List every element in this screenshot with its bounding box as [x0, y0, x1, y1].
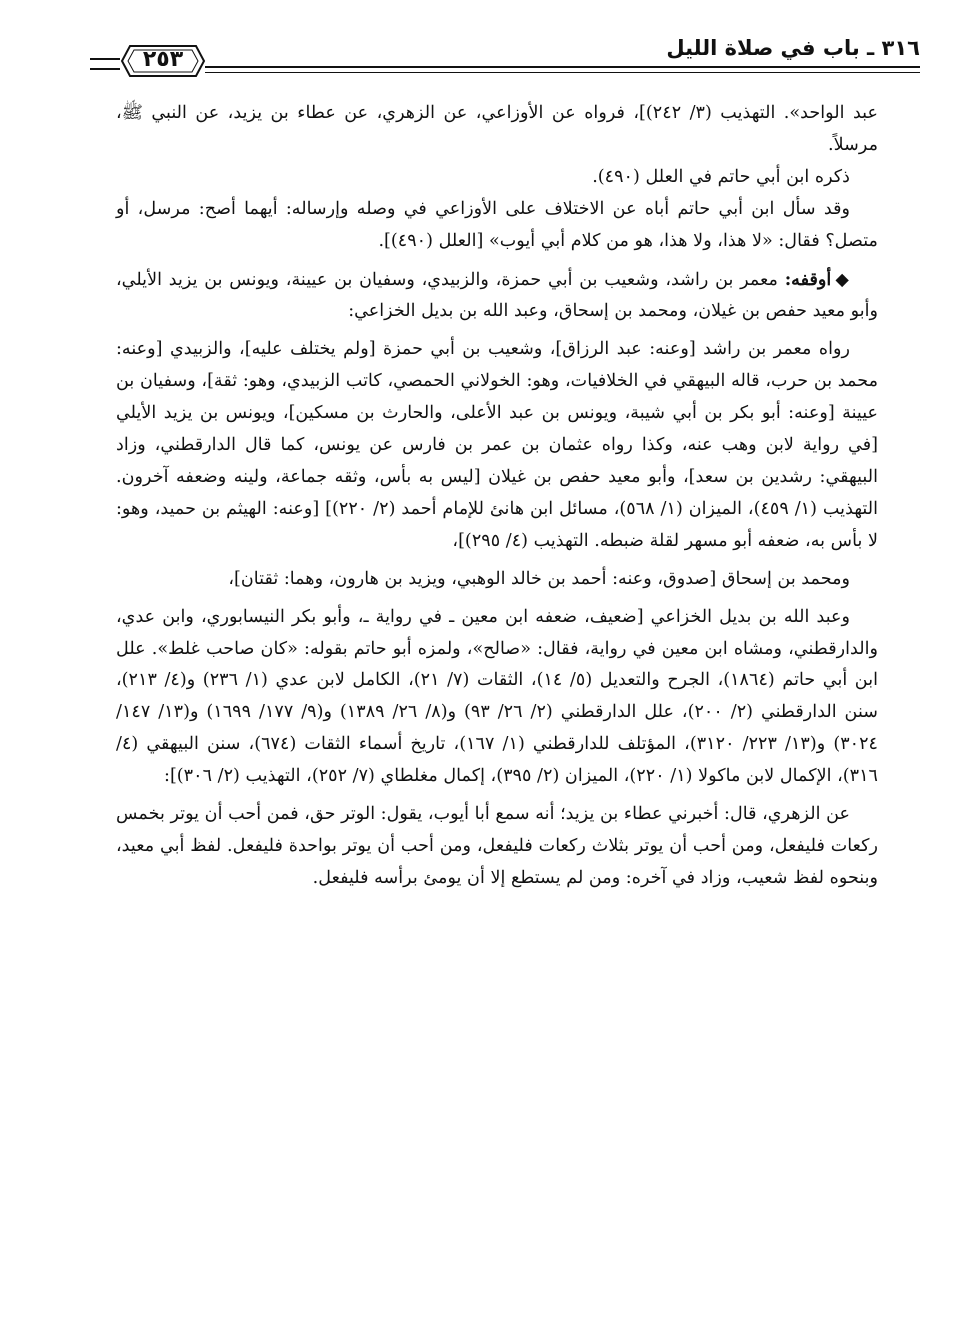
paragraph-3: وقد سأل ابن أبي حاتم أباه عن الاختلاف على الأوزاعي في وصله وإرساله: أيهما أصح: مرسل، أو متصل؟ فقال: «لا هذا، ولا هذا، هو من كلام أبي أيوب» [العلل (٤٩٠)]. — [116, 198, 878, 251]
page-number-frame — [120, 44, 206, 78]
paragraph-6: ومحمد بن إسحاق [صدوق، وعنه: أحمد بن خالد الوهبي، ويزيد بن هارون، وهما: ثقتان]، — [228, 568, 850, 589]
paragraph-2: ذكره ابن أبي حاتم في العلل (٤٩٠). — [592, 166, 850, 187]
page-header — [90, 30, 920, 90]
header-rule-thin — [205, 72, 920, 73]
paragraph-8: عن الزهري، قال: أخبرني عطاء بن يزيد؛ أنه سمع أبا أيوب، يقول: الوتر حق، فمن أحب أن يوتر بخمس ركعات فليفعل، ومن أحب أن يوتر بثلاث ركعات فليفعل، ومن أحب أن يوتر بواحدة فليفعل. لفظ أبي معيد، وبنحوه لفظ شعيب، وزاد في آخره: ومن لم يستطع إلا أن يومئ برأسه فليفعل. — [116, 804, 878, 888]
paragraph-4-text: معمر بن راشد، وشعيب بن أبي حمزة، والزبيدي، وسفيان بن عيينة، ويونس بن يزيد الأيلي، وأبو معيد حفص بن غيلان، ومحمد بن إسحاق، وعبد الله بن بديل الخزاعي: — [116, 269, 878, 322]
diamond-bullet-icon: ◆ — [835, 268, 850, 290]
paragraph-7: وعبد الله بن بديل الخزاعي [ضعيف، ضعفه ابن معين ـ في رواية ـ، وأبو بكر النيسابوري، وابن عدي، والدارقطني، ومشاه ابن معين في رواية، فقال: «صالح»، ولمزه أبو حاتم بقوله: «كان صاحب غلط». علل ابن أبي حاتم (١٨٦٤)، الجرح والتعديل (٥/ ١٤)، الثقات (٧/ ٢١)، الكامل لابن عدي (١/ ٢٣٦) و(٤/ ٢١٣)، سنن الدارقطني (٢/ ٢٠٠)، علل الدارقطني (٢/ ٢٦/ ٩٣) و(٨/ ٢٦/ ١٣٨٩) و(٩/ ١٧٧/ ١٦٩٩) و(١٣/ ١٤٧/ ٣٠٢٤) و(١٣/ ٢٢٣/ ٣١٢٠)، المؤتلف للدارقطني (١/ ١٦٧)، تاريخ أسماء الثقات (٦٧٤)، سنن البيهقي (٤/ ٣١٦)، الإكمال لابن ماكولا (١/ ٢٢٠)، الميزان (٢/ ٣٩٥)، إكمال مغلطاي (٧/ ٢٥٢)، التهذيب (٢/ ٣٠٦)]: — [116, 606, 879, 787]
paragraph-4 — [116, 264, 878, 329]
paragraph-5: رواه معمر بن راشد [وعنه: عبد الرزاق]، وشعيب بن أبي حمزة [ولم يختلف عليه]، والزبيدي [وعنه: محمد بن حرب، قاله البيهقي في الخلافيات، وهو: الخولاني الحمصي، كاتب الزبيدي، وهو: ثقة]، وسفيان بن عيينة [وعنه: أبو بكر بن أبي شيبة، ويونس بن عبد الأعلى، والحارث بن مسكين]، ويونس بن يزيد الأيلي [في رواية لابن وهب عنه، وكذا رواه عثمان بن عمر بن فارس عن يونس، كما قال الدارقطني، وزاد البيهقي: رشدين بن سعد]، وأبو معيد حفص بن غيلان [ليس به بأس، وثقه جماعة، ولينه وضعفه آخرون. التهذيب (١/ ٤٥٩)، الميزان (١/ ٥٦٨)، مسائل ابن هانئ للإمام أحمد (٢/ ٢٢٠)] [وعنه: الهيثم بن حميد، وهو: لا بأس به، ضعفه أبو مسهر لقلة ضبطه. التهذيب (٤/ ٢٩٥)]، — [116, 339, 878, 551]
header-rule — [205, 66, 920, 68]
running-title: ٣١٦ ـ باب في صلاة الليل — [666, 36, 920, 60]
header-ornament-lines — [90, 58, 120, 70]
paragraph-1: عبد الواحد». التهذيب (٣/ ٢٤٢)]، فرواه عن الأوزاعي، عن الزهري، عن عطاء بن يزيد، عن النبي ﷺ، مرسلاً. — [116, 103, 878, 155]
page-number: ٢٥٣ — [142, 47, 184, 72]
section-lead: أوقفه: — [784, 268, 832, 290]
page-body — [116, 98, 878, 895]
